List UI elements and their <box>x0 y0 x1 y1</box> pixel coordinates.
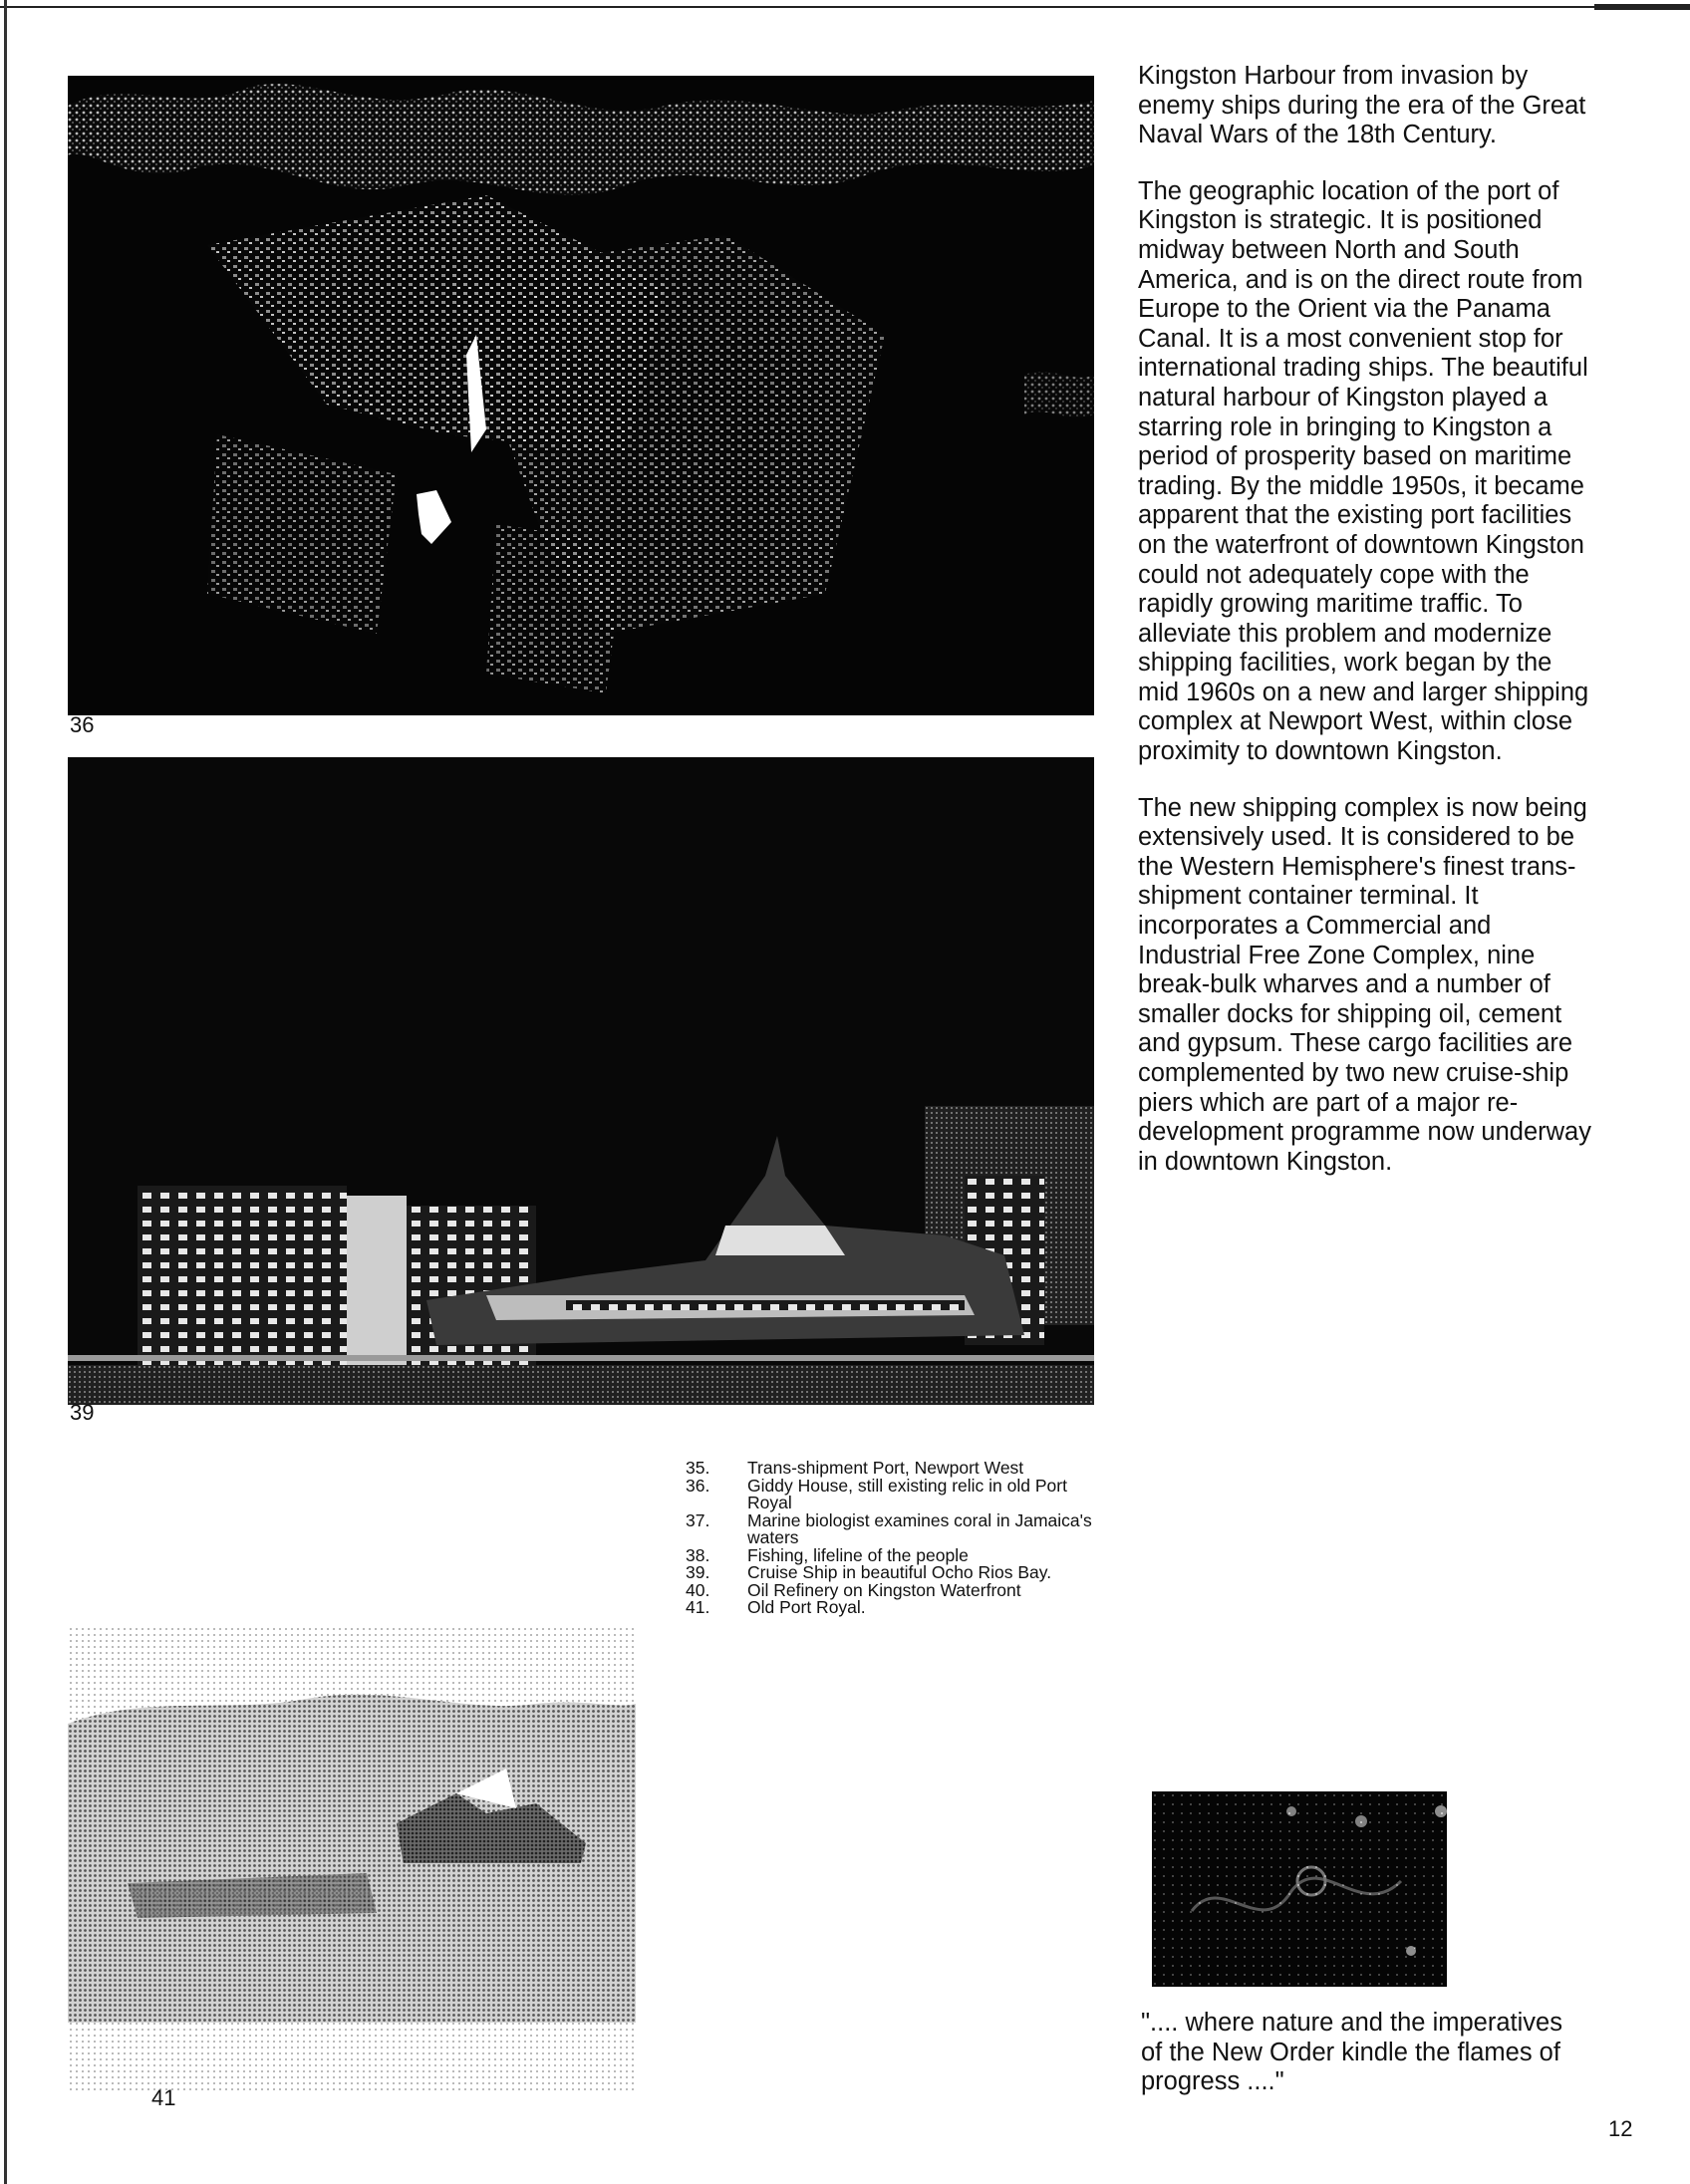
figure-number-39: 39 <box>70 1400 95 1425</box>
photo-coral <box>1152 1791 1447 1987</box>
caption-list <box>686 1460 1104 1617</box>
cruise-ship-icon <box>68 757 1094 1405</box>
top-rule-accent <box>1594 4 1690 10</box>
caption-number: 39. <box>686 1562 710 1582</box>
body-text-column <box>1138 62 1594 1204</box>
harbour-ship-icon <box>68 1465 636 2094</box>
caption-text: Oil Refinery on Kingston Waterfront <box>747 1579 1021 1600</box>
photo-cruise-ship <box>68 757 1094 1405</box>
caption-text: Giddy House, still existing relic in old Port Royal <box>747 1475 1067 1512</box>
caption-number: 40. <box>686 1579 710 1600</box>
caption-text: Old Port Royal. <box>747 1597 866 1617</box>
body-paragraph-1: Kingston Harbour from invasion by enemy ships during the era of the Great Naval Wars of the 18th Century. <box>1138 62 1586 149</box>
caption-text: Trans-shipment Port, Newport West <box>747 1458 1024 1478</box>
caption-text: Cruise Ship in beautiful Ocho Rios Bay. <box>747 1562 1052 1582</box>
caption-number: 38. <box>686 1544 710 1565</box>
pull-quote: ".... where nature and the imperatives of the New Order kindle the flames of progress ...." <box>1141 2009 1562 2096</box>
page-number: 12 <box>1608 2116 1633 2141</box>
caption-item <box>686 1564 1104 1582</box>
caption-item <box>686 1509 1104 1547</box>
caption-item <box>686 1475 1104 1512</box>
caption-number: 41. <box>686 1597 710 1617</box>
photo-aerial-view <box>68 76 1094 715</box>
caption-number: 37. <box>686 1509 710 1530</box>
figure-number-36: 36 <box>70 712 95 737</box>
caption-text: Fishing, lifeline of the people <box>747 1544 969 1565</box>
photo-old-port-royal <box>68 1465 636 2094</box>
figure-number-41: 41 <box>151 2085 176 2110</box>
body-paragraph-3: The new shipping complex is now being extensively used. It is considered to be the Western Hemisphere's finest trans-shipment container terminal. It incorporates a Commercial and Industrial Free Zone Complex, nine break-bulk wharves and a number of smaller docks for shipping oil, cement and gypsum. These cargo facilities are complemented by two new cruise-ship piers which are part of a major re-development programme now underway in downtown Kingston. <box>1138 793 1591 1176</box>
body-paragraph-2: The geographic location of the port of Kingston is strategic. It is positioned midway between North and South America, and is on the direct route from Europe to the Orient via the Panama Canal. It is a most convenient stop for international trading ships. The beautiful natural harbour of Kingston played a starring role in bringing to Kingston a period of prosperity based on maritime trading. By the middle 1950s, it became apparent that the existing port facilities on the waterfront of downtown Kingston could not adequately cope with the rapidly growing maritime traffic. To alleviate this problem and modernize shipping facilities, work began by the mid 1960s on a new and larger shipping complex at Newport West, within close proximity to downtown Kingston. <box>1138 176 1589 766</box>
caption-text: Marine biologist examines coral in Jamaica's waters <box>747 1509 1092 1547</box>
caption-number: 35. <box>686 1458 710 1478</box>
left-rule <box>4 0 7 2184</box>
aerial-view-icon <box>68 76 1094 715</box>
caption-number: 36. <box>686 1475 710 1496</box>
coral-icon <box>1152 1791 1447 1987</box>
caption-item <box>686 1460 1104 1478</box>
top-rule <box>0 6 1690 8</box>
caption-item <box>686 1599 1104 1617</box>
